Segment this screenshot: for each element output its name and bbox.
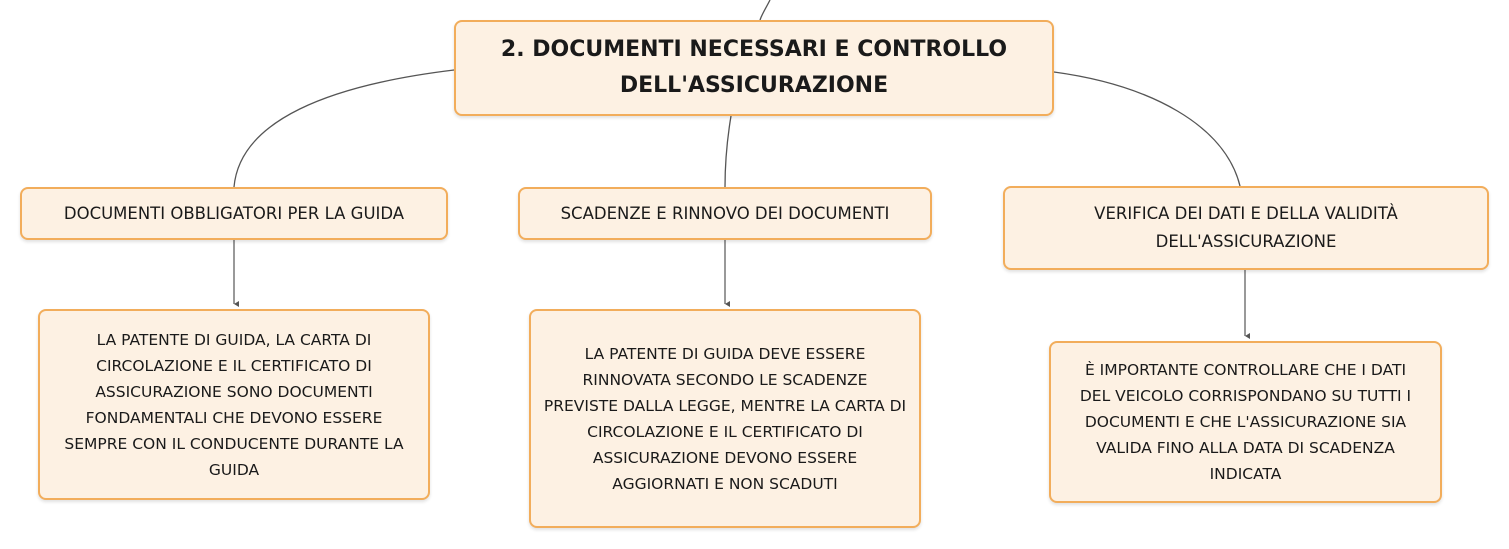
incoming-connector <box>760 0 770 20</box>
detail-text: LA PATENTE DI GUIDA, LA CARTA DI CIRCOLAZIONE E IL CERTIFICATO DI ASSICURAZIONE SONO DOCUMENTI FONDAMENTALI CHE DEVONO ESSERE SEMPRE CON IL CONDUCENTE DURANTE LA GUIDA <box>64 330 404 479</box>
root-topic-label: 2. DOCUMENTI NECESSARI E CONTROLLO DELL'ASSICURAZIONE <box>500 37 1008 98</box>
detail-scadenze-rinnovo[interactable] <box>529 309 921 528</box>
detail-text: È IMPORTANTE CONTROLLARE CHE I DATI DEL VEICOLO CORRISPONDANO SU TUTTI I DOCUMENTI E CHE L'ASSICURAZIONE SIA VALIDA FINO ALLA DATA DI SCADENZA INDICATA <box>1079 361 1412 483</box>
topic-label: SCADENZE E RINNOVO DEI DOCUMENTI <box>560 203 890 223</box>
root-topic[interactable] <box>454 20 1054 116</box>
topic-verifica-dati[interactable] <box>1003 186 1489 270</box>
detail-documenti-obbligatori[interactable] <box>38 309 430 500</box>
topic-documenti-obbligatori[interactable] <box>20 187 448 240</box>
detail-text: LA PATENTE DI GUIDA DEVE ESSERE RINNOVATA SECONDO LE SCADENZE PREVISTE DALLA LEGGE, MENTRE LA CARTA DI CIRCOLAZIONE E IL CERTIFICATO DI ASSICURAZIONE DEVONO ESSERE AGGIORNATI E NON SCADUTI <box>543 344 907 493</box>
connector-root-to-scad <box>725 116 731 187</box>
topic-label: DOCUMENTI OBBLIGATORI PER LA GUIDA <box>63 203 405 223</box>
connector-root-to-docs <box>234 70 454 187</box>
topic-scadenze-rinnovo[interactable] <box>518 187 932 240</box>
connector-root-to-verif <box>1054 72 1240 186</box>
detail-verifica-dati[interactable] <box>1049 341 1442 503</box>
topic-label: VERIFICA DEI DATI E DELLA VALIDITÀ DELL'ASSICURAZIONE <box>1094 204 1398 251</box>
